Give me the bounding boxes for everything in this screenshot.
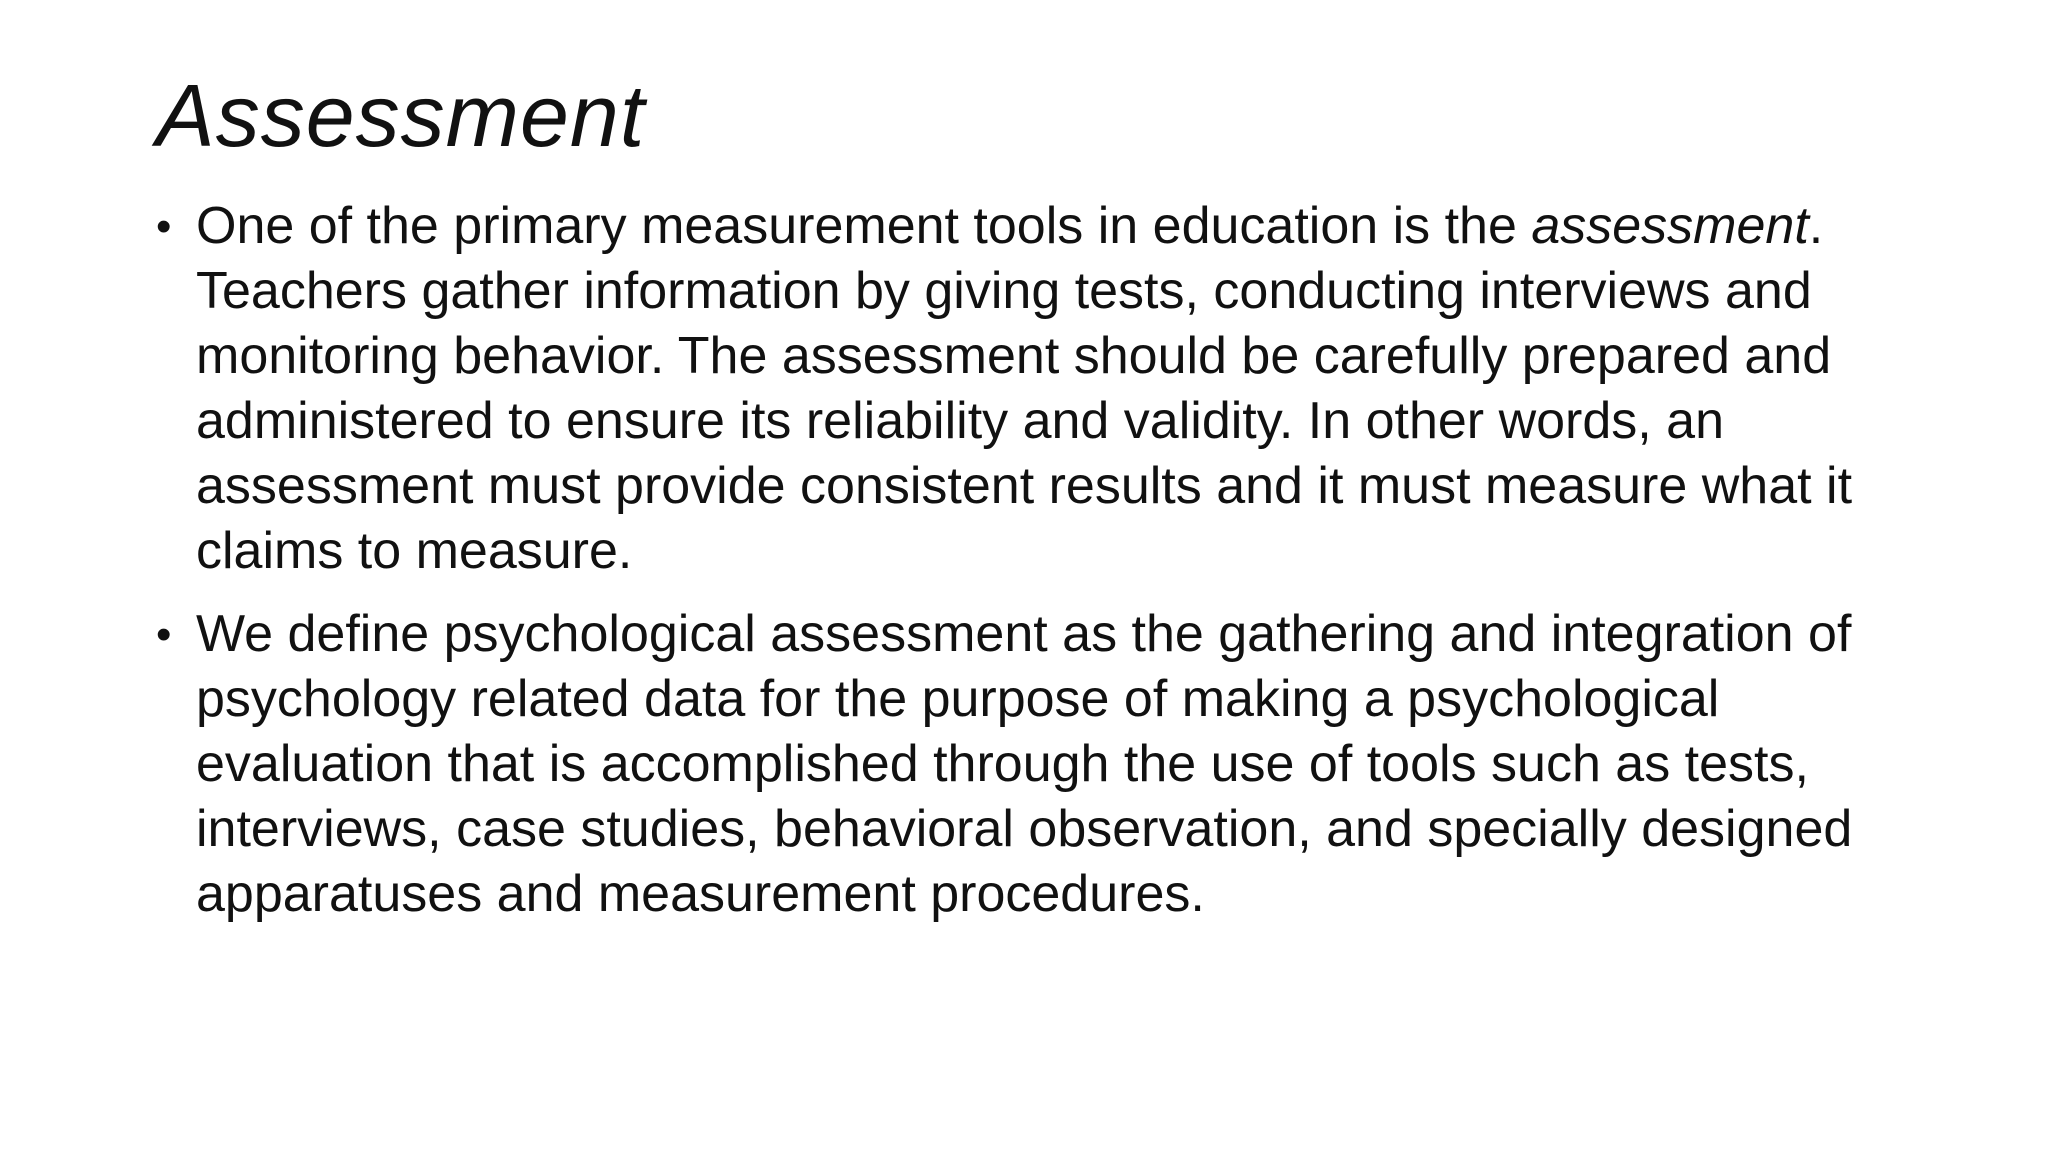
bullet-list bbox=[152, 194, 1912, 945]
bullet-point-icon: • bbox=[156, 610, 172, 659]
bullet-emphasis-term: assessment bbox=[1531, 197, 1809, 255]
bullet-item-assessment-definition bbox=[152, 194, 1912, 584]
bullet-point-icon: • bbox=[156, 202, 172, 251]
slide-title: Assessment bbox=[156, 66, 646, 165]
bullet-item-psychological-assessment bbox=[152, 602, 1912, 927]
bullet-text-start: One of the primary measurement tools in education is the bbox=[196, 197, 1532, 255]
bullet-text-end: . Teachers gather information by giving tests, conducting interviews and monitoring behavior. The assessment should be carefully prepared and administered to ensure its reliability and validity. In other words, an assessment must provide consistent results and it must measure what it claims to measure. bbox=[196, 197, 1853, 580]
bullet-text: We define psychological assessment as the gathering and integration of psychology related data for the purpose of making a psychological evaluation that is accomplished through the use of tools such as tests, interviews, case studies, behavioral observation, and specially designed apparatuses and measurement procedures. bbox=[196, 605, 1853, 923]
